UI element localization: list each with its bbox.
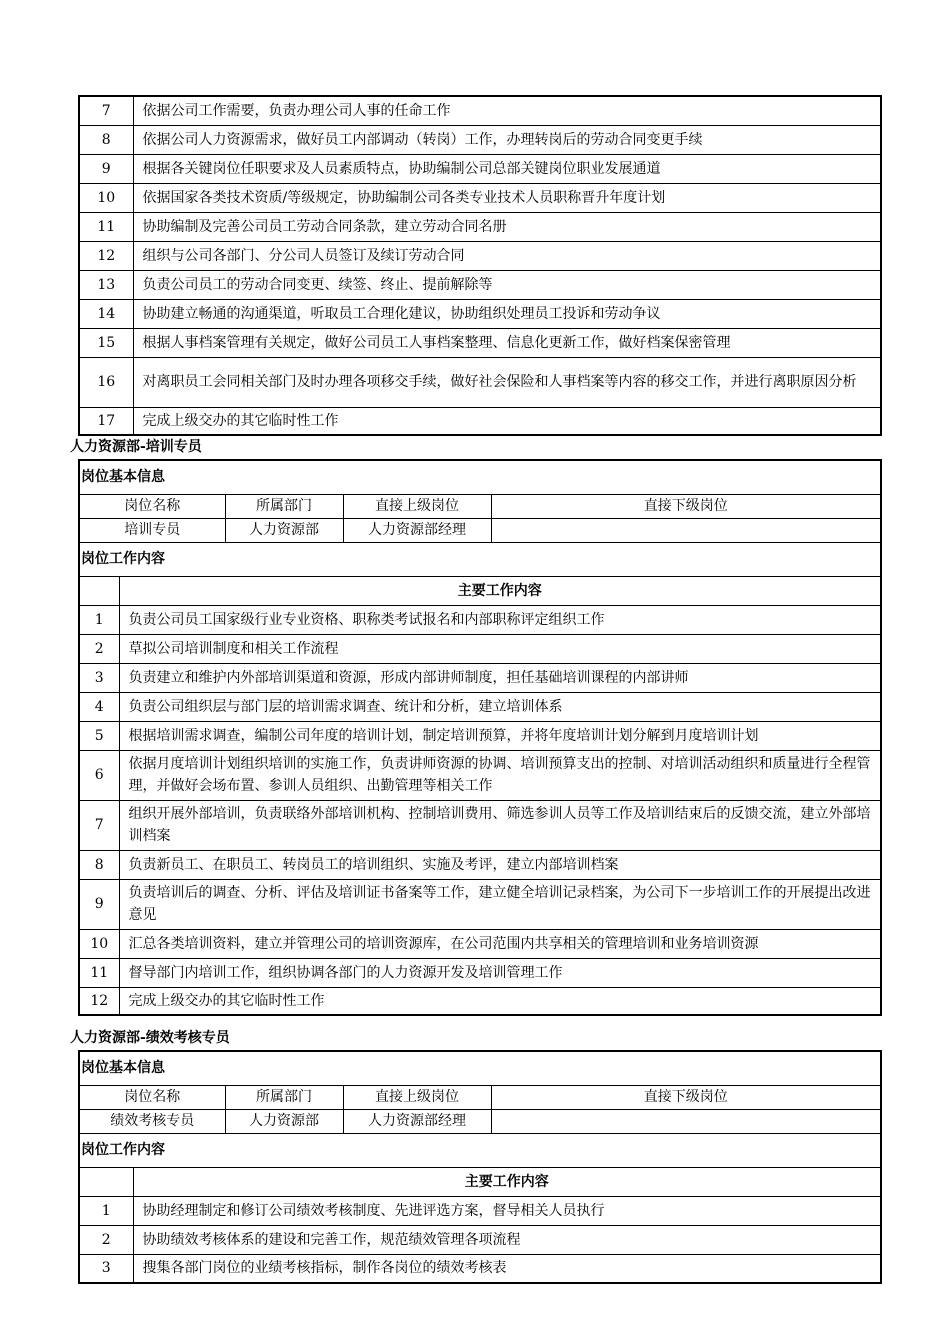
table-row <box>79 987 881 1015</box>
row-number: 16 <box>79 357 133 407</box>
table-row <box>79 721 881 750</box>
table-row <box>79 634 881 663</box>
header-superior: 直接上级岗位 <box>343 1085 491 1109</box>
table-row <box>79 750 881 800</box>
row-text: 依据公司人力资源需求，做好员工内部调动（转岗）工作，办理转岗后的劳动合同变更手续 <box>133 125 881 154</box>
header-position-name: 岗位名称 <box>79 1085 225 1109</box>
row-text: 完成上级交办的其它临时性工作 <box>119 987 881 1015</box>
row-text: 依据国家各类技术资质/等级规定，协助编制公司各类专业技术人员职称晋升年度计划 <box>133 183 881 212</box>
value-department: 人力资源部 <box>225 1109 343 1133</box>
header-subordinate: 直接下级岗位 <box>491 1085 881 1109</box>
table-row <box>79 270 881 299</box>
table-row <box>79 96 881 125</box>
row-number: 2 <box>79 634 119 663</box>
row-number: 9 <box>79 154 133 183</box>
row-number: 1 <box>79 1196 133 1225</box>
value-department: 人力资源部 <box>225 518 343 542</box>
value-position-name: 培训专员 <box>79 518 225 542</box>
row-number: 9 <box>79 879 119 929</box>
row-text: 组织与公司各部门、分公司人员签订及续订劳动合同 <box>133 241 881 270</box>
main-content-header: 主要工作内容 <box>119 576 881 605</box>
row-text: 负责建立和维护内外部培训渠道和资源，形成内部讲师制度，担任基础培训课程的内部讲师 <box>119 663 881 692</box>
table-row <box>79 605 881 634</box>
table-row <box>79 1196 881 1225</box>
row-text: 依据公司工作需要，负责办理公司人事的任命工作 <box>133 96 881 125</box>
table-row <box>79 800 881 850</box>
header-department: 所属部门 <box>225 494 343 518</box>
header-department: 所属部门 <box>225 1085 343 1109</box>
table-row <box>79 328 881 357</box>
row-text: 负责培训后的调查、分析、评估及培训证书备案等工作，建立健全培训记录档案，为公司下一步培训工作的开展提出改进意见 <box>119 879 881 929</box>
row-text: 搜集各部门岗位的业绩考核指标，制作各岗位的绩效考核表 <box>133 1254 881 1283</box>
table-row <box>79 850 881 879</box>
row-text: 协助经理制定和修订公司绩效考核制度、先进评选方案，督导相关人员执行 <box>133 1196 881 1225</box>
row-number: 5 <box>79 721 119 750</box>
work-content-label: 岗位工作内容 <box>79 542 881 576</box>
row-text: 协助建立畅通的沟通渠道，听取员工合理化建议，协助组织处理员工投诉和劳动争议 <box>133 299 881 328</box>
row-number: 10 <box>79 183 133 212</box>
row-number: 17 <box>79 407 133 435</box>
table-row <box>79 1225 881 1254</box>
row-number: 11 <box>79 958 119 987</box>
row-number: 7 <box>79 96 133 125</box>
row-number: 3 <box>79 663 119 692</box>
value-superior: 人力资源部经理 <box>343 1109 491 1133</box>
row-text: 督导部门内培训工作，组织协调各部门的人力资源开发及培训管理工作 <box>119 958 881 987</box>
row-number: 3 <box>79 1254 133 1283</box>
row-number: 6 <box>79 750 119 800</box>
table-row <box>79 1254 881 1283</box>
row-text: 汇总各类培训资料，建立并管理公司的培训资源库，在公司范围内共享相关的管理培训和业务培训资源 <box>119 929 881 958</box>
row-text: 根据各关键岗位任职要求及人员素质特点，协助编制公司总部关键岗位职业发展通道 <box>133 154 881 183</box>
row-text: 负责新员工、在职员工、转岗员工的培训组织、实施及考评，建立内部培训档案 <box>119 850 881 879</box>
value-subordinate <box>491 518 881 542</box>
value-subordinate <box>491 1109 881 1133</box>
basic-info-label: 岗位基本信息 <box>79 1051 881 1085</box>
row-number: 8 <box>79 125 133 154</box>
row-text: 根据人事档案管理有关规定，做好公司员工人事档案整理、信息化更新工作，做好档案保密管理 <box>133 328 881 357</box>
table-row <box>79 154 881 183</box>
value-superior: 人力资源部经理 <box>343 518 491 542</box>
row-text: 对离职员工会同相关部门及时办理各项移交手续，做好社会保险和人事档案等内容的移交工作，并进行离职原因分析 <box>133 357 881 407</box>
table-row <box>79 183 881 212</box>
table-row <box>79 692 881 721</box>
table-row <box>79 357 881 407</box>
row-text: 依据月度培训计划组织培训的实施工作，负责讲师资源的协调、培训预算支出的控制、对培训活动组织和质量进行全程管理，并做好会场布置、参训人员组织、出勤管理等相关工作 <box>119 750 881 800</box>
row-text: 负责公司员工国家级行业专业资格、职称类考试报名和内部职称评定组织工作 <box>119 605 881 634</box>
section-title-performance: 人力资源部-绩效考核专员 <box>70 1030 230 1046</box>
row-number: 12 <box>79 987 119 1015</box>
row-text: 完成上级交办的其它临时性工作 <box>133 407 881 435</box>
value-position-name: 绩效考核专员 <box>79 1109 225 1133</box>
table-row <box>79 241 881 270</box>
row-text: 草拟公司培训制度和相关工作流程 <box>119 634 881 663</box>
row-number: 14 <box>79 299 133 328</box>
row-number: 1 <box>79 605 119 634</box>
row-text: 负责公司员工的劳动合同变更、续签、终止、提前解除等 <box>133 270 881 299</box>
row-text: 组织开展外部培训，负责联络外部培训机构、控制培训费用、筛选参训人员等工作及培训结束后的反馈交流，建立外部培训档案 <box>119 800 881 850</box>
row-number: 2 <box>79 1225 133 1254</box>
table-row <box>79 212 881 241</box>
table-row <box>79 929 881 958</box>
row-text: 协助绩效考核体系的建设和完善工作，规范绩效管理各项流程 <box>133 1225 881 1254</box>
header-subordinate: 直接下级岗位 <box>491 494 881 518</box>
row-number: 12 <box>79 241 133 270</box>
hr-duties-table <box>78 95 882 436</box>
performance-info-table <box>78 1050 882 1284</box>
row-text: 负责公司组织层与部门层的培训需求调查、统计和分析，建立培训体系 <box>119 692 881 721</box>
table-row <box>79 407 881 435</box>
row-number: 15 <box>79 328 133 357</box>
table-row <box>79 958 881 987</box>
header-position-name: 岗位名称 <box>79 494 225 518</box>
row-number: 10 <box>79 929 119 958</box>
row-number: 4 <box>79 692 119 721</box>
main-content-header: 主要工作内容 <box>133 1167 881 1196</box>
row-number: 11 <box>79 212 133 241</box>
section-title-training: 人力资源部-培训专员 <box>70 439 202 455</box>
table-row <box>79 299 881 328</box>
row-text: 根据培训需求调查，编制公司年度的培训计划，制定培训预算，并将年度培训计划分解到月度培训计划 <box>119 721 881 750</box>
row-number: 7 <box>79 800 119 850</box>
training-info-table <box>78 459 882 1016</box>
basic-info-label: 岗位基本信息 <box>79 460 881 494</box>
row-number: 13 <box>79 270 133 299</box>
table-row <box>79 125 881 154</box>
table-row <box>79 663 881 692</box>
table-row <box>79 879 881 929</box>
row-number: 8 <box>79 850 119 879</box>
work-content-label: 岗位工作内容 <box>79 1133 881 1167</box>
row-text: 协助编制及完善公司员工劳动合同条款，建立劳动合同名册 <box>133 212 881 241</box>
header-superior: 直接上级岗位 <box>343 494 491 518</box>
